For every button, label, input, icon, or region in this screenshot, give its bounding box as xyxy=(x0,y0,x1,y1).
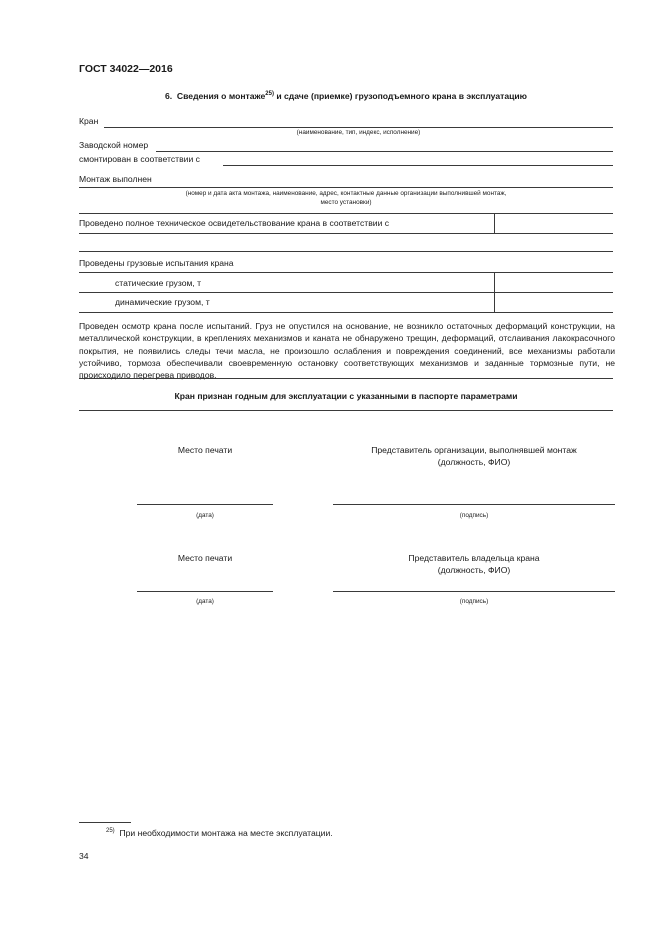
paragraph-bottom-border xyxy=(79,378,613,379)
static-load-label: статические грузом, т xyxy=(115,278,202,288)
tests-label: Проведены грузовые испытания крана xyxy=(79,258,234,268)
stamp-place-1: Место печати xyxy=(177,445,233,455)
signature-line-2[interactable] xyxy=(333,591,615,592)
survey-value-divider xyxy=(494,213,495,233)
install-caption-1: (номер и дата акта монтажа, наименование, адрес, контактные данные организации выполнившей монтаж, xyxy=(185,190,507,197)
mounted-field-line[interactable] xyxy=(223,165,613,166)
page-number: 34 xyxy=(79,851,89,861)
footnote xyxy=(106,828,333,838)
crane-field-line[interactable] xyxy=(104,127,613,128)
install-field-line[interactable] xyxy=(79,187,613,188)
section-title-part2: и сдаче (приемке) грузоподъемного крана в эксплуатацию xyxy=(273,91,528,101)
static-load-value-cell[interactable] xyxy=(496,273,612,291)
signature-line-1[interactable] xyxy=(333,504,615,505)
owner-rep-subtitle: (должность, ФИО) xyxy=(437,565,511,575)
stamp-place-2: Место печати xyxy=(177,553,233,563)
mounted-label: смонтирован в соответствии с xyxy=(79,154,200,164)
footnote-text: При необходимости монтажа на месте эксплуатации. xyxy=(119,828,333,838)
installer-rep-title: Представитель организации, выполнявшей монтаж xyxy=(371,445,577,455)
verdict-text: Кран признан годным для эксплуатации с указанными в паспорте параметрами xyxy=(174,391,518,401)
section-title xyxy=(79,91,613,101)
footnote-marker: 25) xyxy=(106,828,115,835)
footnote-separator xyxy=(79,822,131,823)
crane-caption: (наименование, тип, индекс, исполнение) xyxy=(296,129,421,136)
table-row-border xyxy=(79,251,613,252)
document-code: ГОСТ 34022—2016 xyxy=(79,63,173,75)
survey-value-cell[interactable] xyxy=(496,214,612,232)
date-caption-2: (дата) xyxy=(196,598,214,605)
install-caption-2: место установки) xyxy=(320,199,372,206)
survey-continuation-cell[interactable] xyxy=(79,234,613,250)
dynamic-load-value-cell[interactable] xyxy=(496,293,612,311)
date-line-1[interactable] xyxy=(137,504,273,505)
serial-label: Заводской номер xyxy=(79,140,149,150)
footnote-ref: 25) xyxy=(265,91,274,98)
section-title-part1: Сведения о монтаже xyxy=(176,91,266,101)
table-row-border xyxy=(79,312,613,313)
inspection-paragraph: Проведен осмотр крана после испытаний. Груз не опустился на основание, не возникло остаточных деформаций конструкции, на металлической конструкции, в креплениях механизмов и каната не обнаружено трещин, деформаций, отслаивания лакокрасочного покрытия, не появились следы течи масла, не произошло ослабления и повреждения соединений, все механизмы работали устойчиво, тормоза обеспечивали своевременную остановку соответствующих механизмов и заданные тормозные пути, не происходило перегрева приводов. xyxy=(79,321,615,381)
dynamic-load-label: динамические грузом, т xyxy=(115,297,210,307)
date-line-2[interactable] xyxy=(137,591,273,592)
install-label: Монтаж выполнен xyxy=(79,174,152,184)
installer-rep-subtitle: (должность, ФИО) xyxy=(437,457,511,467)
signature-caption-2: (подпись) xyxy=(459,598,489,605)
signature-caption-1: (подпись) xyxy=(459,512,489,519)
date-caption-1: (дата) xyxy=(196,512,214,519)
serial-field-line[interactable] xyxy=(156,151,613,152)
owner-rep-title: Представитель владельца крана xyxy=(408,553,540,563)
crane-label: Кран xyxy=(79,116,99,126)
survey-label: Проведено полное техническое освидетельствование крана в соответствии с xyxy=(79,218,390,228)
section-number: 6. xyxy=(164,91,173,101)
verdict-line xyxy=(79,410,613,411)
